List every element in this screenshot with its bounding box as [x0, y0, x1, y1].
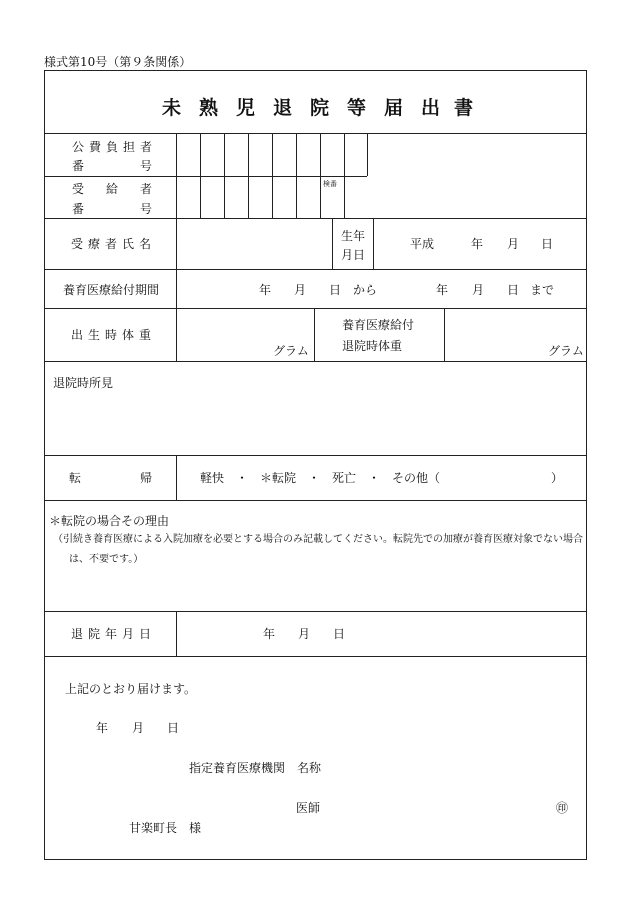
birth-weight-label: 出 — [71, 328, 84, 342]
discharge-date-label: 日 — [139, 627, 152, 641]
seal-mark: ㊞ — [556, 801, 569, 815]
date-day: 日 — [329, 283, 342, 297]
addressee: 甘楽町長 様 — [129, 821, 202, 835]
date-year: 年 — [259, 283, 272, 297]
public-payer-label: 担 — [123, 140, 136, 154]
rule — [367, 133, 368, 176]
birth-weight-label: 重 — [139, 328, 152, 342]
title-char: 書 — [454, 97, 474, 119]
rule — [332, 218, 333, 269]
rule — [44, 308, 587, 309]
recipient-label: 受 — [72, 182, 85, 196]
title-char: 未 — [162, 97, 182, 119]
date-day: 日 — [541, 237, 554, 251]
rule — [200, 133, 201, 218]
rule — [44, 656, 587, 657]
check-digit-label: 検番 — [323, 180, 337, 188]
period-until: まで — [530, 283, 555, 297]
rule — [272, 133, 273, 218]
discharge-date-label: 月 — [122, 627, 135, 641]
institution-label: 指定養育医療機関 名称 — [189, 761, 322, 775]
findings-label: 退院時所見 — [53, 376, 114, 390]
statement: 上記のとおり届けます。 — [65, 682, 197, 696]
birth-weight-label: 体 — [122, 328, 135, 342]
date-month: 月 — [472, 283, 485, 297]
rule — [373, 218, 374, 269]
public-payer-label: 公 — [72, 140, 85, 154]
outcome-label: 帰 — [140, 471, 153, 485]
rule — [176, 455, 177, 500]
outcome-close: ） — [551, 471, 564, 485]
public-payer-label: 負 — [106, 140, 119, 154]
date-month: 月 — [507, 237, 520, 251]
rule — [224, 133, 225, 218]
form-number: 様式第10号（第９条関係） — [44, 55, 192, 69]
doctor-label: 医師 — [296, 801, 321, 815]
rule — [176, 611, 177, 656]
birth-era: 平成 — [410, 237, 435, 251]
birth-weight-label: 時 — [105, 328, 118, 342]
recipient-label: 者 — [140, 182, 153, 196]
date-month: 月 — [294, 283, 307, 297]
rule — [248, 133, 249, 218]
gram-unit: グラム — [548, 344, 584, 358]
rule — [320, 133, 321, 218]
date-month: 月 — [132, 721, 145, 735]
form-frame — [44, 70, 587, 860]
patient-name-label: 名 — [139, 237, 152, 251]
public-payer-label: 号 — [140, 159, 153, 173]
date-day: 日 — [333, 627, 346, 641]
period-from: から — [353, 283, 378, 297]
date-year: 年 — [263, 627, 276, 641]
birth-date-label: 月日 — [341, 248, 366, 262]
rule — [314, 308, 315, 361]
date-month: 月 — [298, 627, 311, 641]
title-char: 等 — [347, 97, 367, 119]
title-char: 出 — [421, 97, 441, 119]
title-char: 児 — [236, 97, 256, 119]
rule — [44, 269, 587, 270]
outcome-label: 転 — [69, 471, 82, 485]
public-payer-label: 費 — [89, 140, 102, 154]
outcome-options: 軽快 ・ ＊転院 ・ 死亡 ・ その他（ — [200, 471, 441, 485]
transfer-note: は、不要です。） — [69, 554, 144, 565]
birth-weight-label: 生 — [88, 328, 101, 342]
birth-date-label: 生年 — [341, 229, 366, 243]
rule — [444, 308, 445, 361]
recipient-label: 番 — [72, 202, 85, 216]
gram-unit: グラム — [273, 344, 309, 358]
rule — [44, 455, 587, 456]
rule — [44, 133, 587, 134]
rule — [176, 133, 177, 361]
discharge-weight-label: 養育医療給付 — [342, 318, 415, 332]
period-label: 養育医療給付期間 — [63, 283, 160, 297]
discharge-weight-label: 退院時体重 — [342, 339, 403, 353]
title-char: 退 — [273, 97, 293, 119]
date-year: 年 — [436, 283, 449, 297]
discharge-date-label: 院 — [88, 627, 101, 641]
patient-name-label: 療 — [88, 237, 101, 251]
rule — [296, 133, 297, 218]
rule — [44, 500, 587, 501]
date-day: 日 — [507, 283, 520, 297]
patient-name-label: 受 — [71, 237, 84, 251]
title-char: 院 — [310, 97, 330, 119]
transfer-reason-label: ＊転院の場合その理由 — [49, 514, 170, 528]
discharge-date-label: 退 — [71, 627, 84, 641]
rule — [344, 133, 345, 218]
rule — [44, 218, 587, 219]
public-payer-label: 番 — [72, 159, 85, 173]
recipient-label: 給 — [106, 182, 119, 196]
recipient-label: 号 — [140, 202, 153, 216]
title-char: 届 — [384, 97, 404, 119]
title-char: 熟 — [199, 97, 219, 119]
rule — [44, 176, 367, 177]
rule — [44, 611, 587, 612]
patient-name-label: 氏 — [122, 237, 135, 251]
date-year: 年 — [96, 721, 109, 735]
date-day: 日 — [167, 721, 180, 735]
rule — [44, 361, 587, 362]
date-year: 年 — [471, 237, 484, 251]
public-payer-label: 者 — [140, 140, 153, 154]
patient-name-label: 者 — [105, 237, 118, 251]
discharge-date-label: 年 — [105, 627, 118, 641]
transfer-note: （引続き養育医療による入院加療を必要とする場合のみ記載してください。転院先での加療が養育医療対象でない場合 — [53, 534, 583, 545]
